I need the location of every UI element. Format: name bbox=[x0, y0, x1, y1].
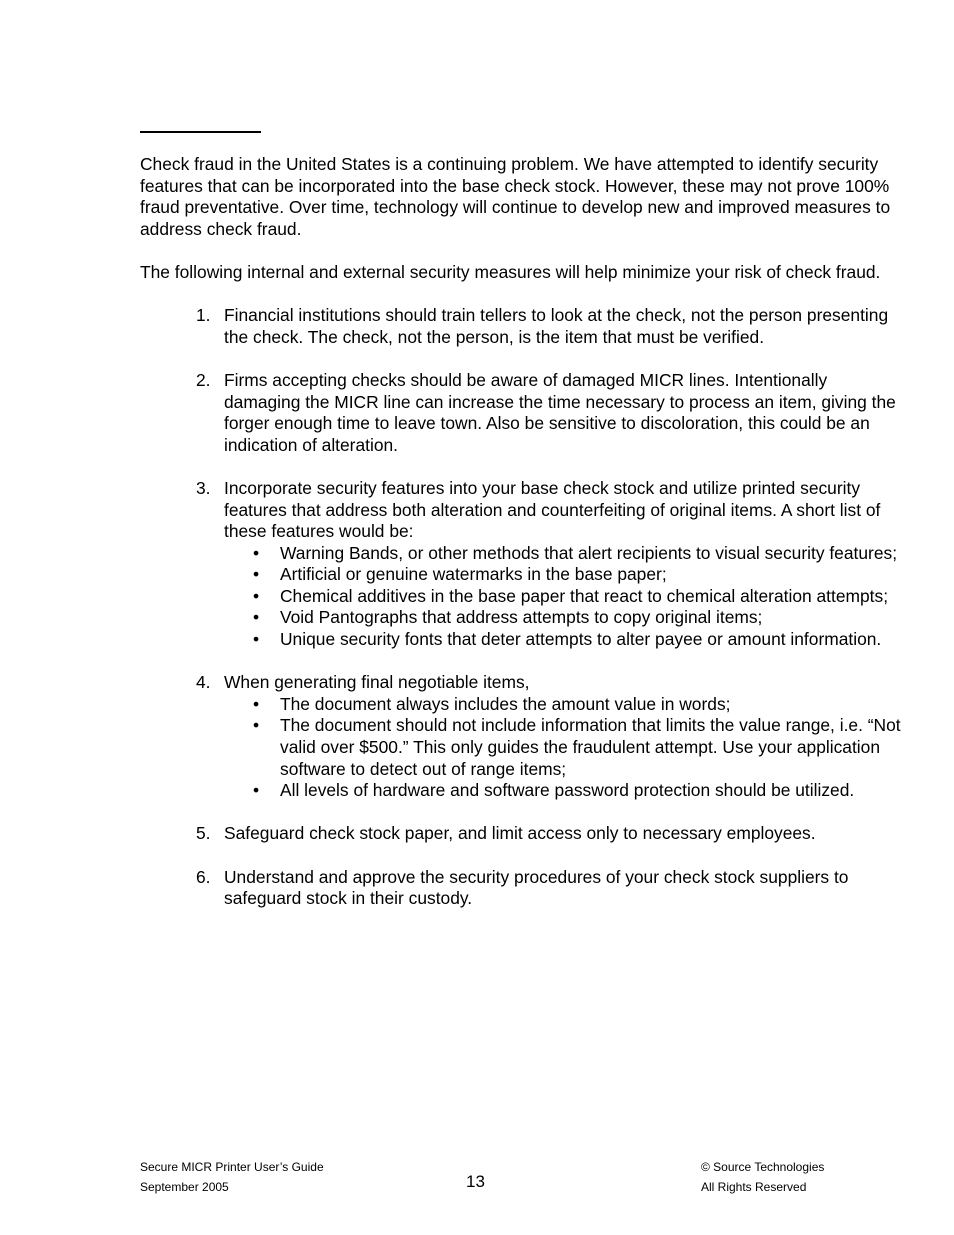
list-item bbox=[140, 672, 902, 802]
bullet-item: • Chemical additives in the base paper that react to chemical alteration attempts; bbox=[224, 586, 902, 608]
item-text: When generating final negotiable items, bbox=[224, 672, 530, 693]
page-number: 13 bbox=[466, 1172, 485, 1191]
item-text: Financial institutions should train tellers to look at the check, not the person presenting the check. The check, not the person, is the item that must be verified. bbox=[224, 305, 889, 347]
footer-right bbox=[701, 1157, 824, 1197]
bullet-item: • Unique security fonts that deter attempts to alter payee or amount information. bbox=[224, 629, 902, 651]
list-item bbox=[140, 478, 902, 651]
list-item bbox=[140, 867, 902, 910]
item-number: 1. bbox=[196, 305, 211, 326]
item-number: 5. bbox=[196, 823, 211, 844]
rights-reserved: All Rights Reserved bbox=[701, 1180, 807, 1194]
intro-paragraph: Check fraud in the United States is a continuing problem. We have attempted to identify security features that can be incorporated into the base check stock. However, these may not prove 100% fraud preventative. Over time, technology will continue to develop new and improved measures to address check fraud. bbox=[140, 154, 891, 239]
item-number: 3. bbox=[196, 477, 211, 498]
feature-bullet-list bbox=[224, 543, 902, 651]
feature-bullet-list bbox=[224, 694, 902, 802]
footer-left bbox=[140, 1157, 324, 1197]
publication-date: September 2005 bbox=[140, 1180, 229, 1194]
item-text: Safeguard check stock paper, and limit access only to necessary employees. bbox=[224, 823, 816, 844]
bullet-item: • All levels of hardware and software password protection should be utilized. bbox=[224, 780, 902, 802]
intro-paragraph: The following internal and external security measures will help minimize your risk of check fraud. bbox=[140, 261, 881, 282]
bullet-item: • The document should not include information that limits the value range, i.e. “Not valid over $500.” This only guides the fraudulent attempt. Use your application software to detect out of range items; bbox=[224, 715, 902, 780]
bullet-item: • Artificial or genuine watermarks in the base paper; bbox=[224, 564, 902, 586]
bullet-item: • Warning Bands, or other methods that alert recipients to visual security features; bbox=[224, 543, 902, 565]
guide-title: Secure MICR Printer User’s Guide bbox=[140, 1160, 324, 1174]
item-text: Incorporate security features into your base check stock and utilize printed security features that address both alteration and counterfeiting of original items. A short list of these features would be: bbox=[224, 477, 881, 542]
bullet-item: • Void Pantographs that address attempts to copy original items; bbox=[224, 607, 902, 629]
item-text: Firms accepting checks should be aware of damaged MICR lines. Intentionally damaging the MICR line can increase the time necessary to process an item, giving the forger enough time to leave town. Also be sensitive to discoloration, this could be an indication of alteration. bbox=[224, 369, 896, 455]
header-rule bbox=[140, 131, 261, 133]
document-body bbox=[140, 154, 902, 931]
list-item bbox=[140, 823, 902, 845]
bullet-item: • The document always includes the amount value in words; bbox=[224, 694, 902, 716]
item-number: 4. bbox=[196, 672, 211, 693]
item-number: 2. bbox=[196, 369, 211, 390]
list-item bbox=[140, 370, 902, 456]
copyright: © Source Technologies bbox=[701, 1160, 825, 1174]
item-text: Understand and approve the security procedures of your check stock suppliers to safeguard stock in their custody. bbox=[224, 866, 849, 909]
item-number: 6. bbox=[196, 866, 211, 887]
list-item bbox=[140, 305, 902, 348]
security-measures-list bbox=[140, 305, 902, 910]
